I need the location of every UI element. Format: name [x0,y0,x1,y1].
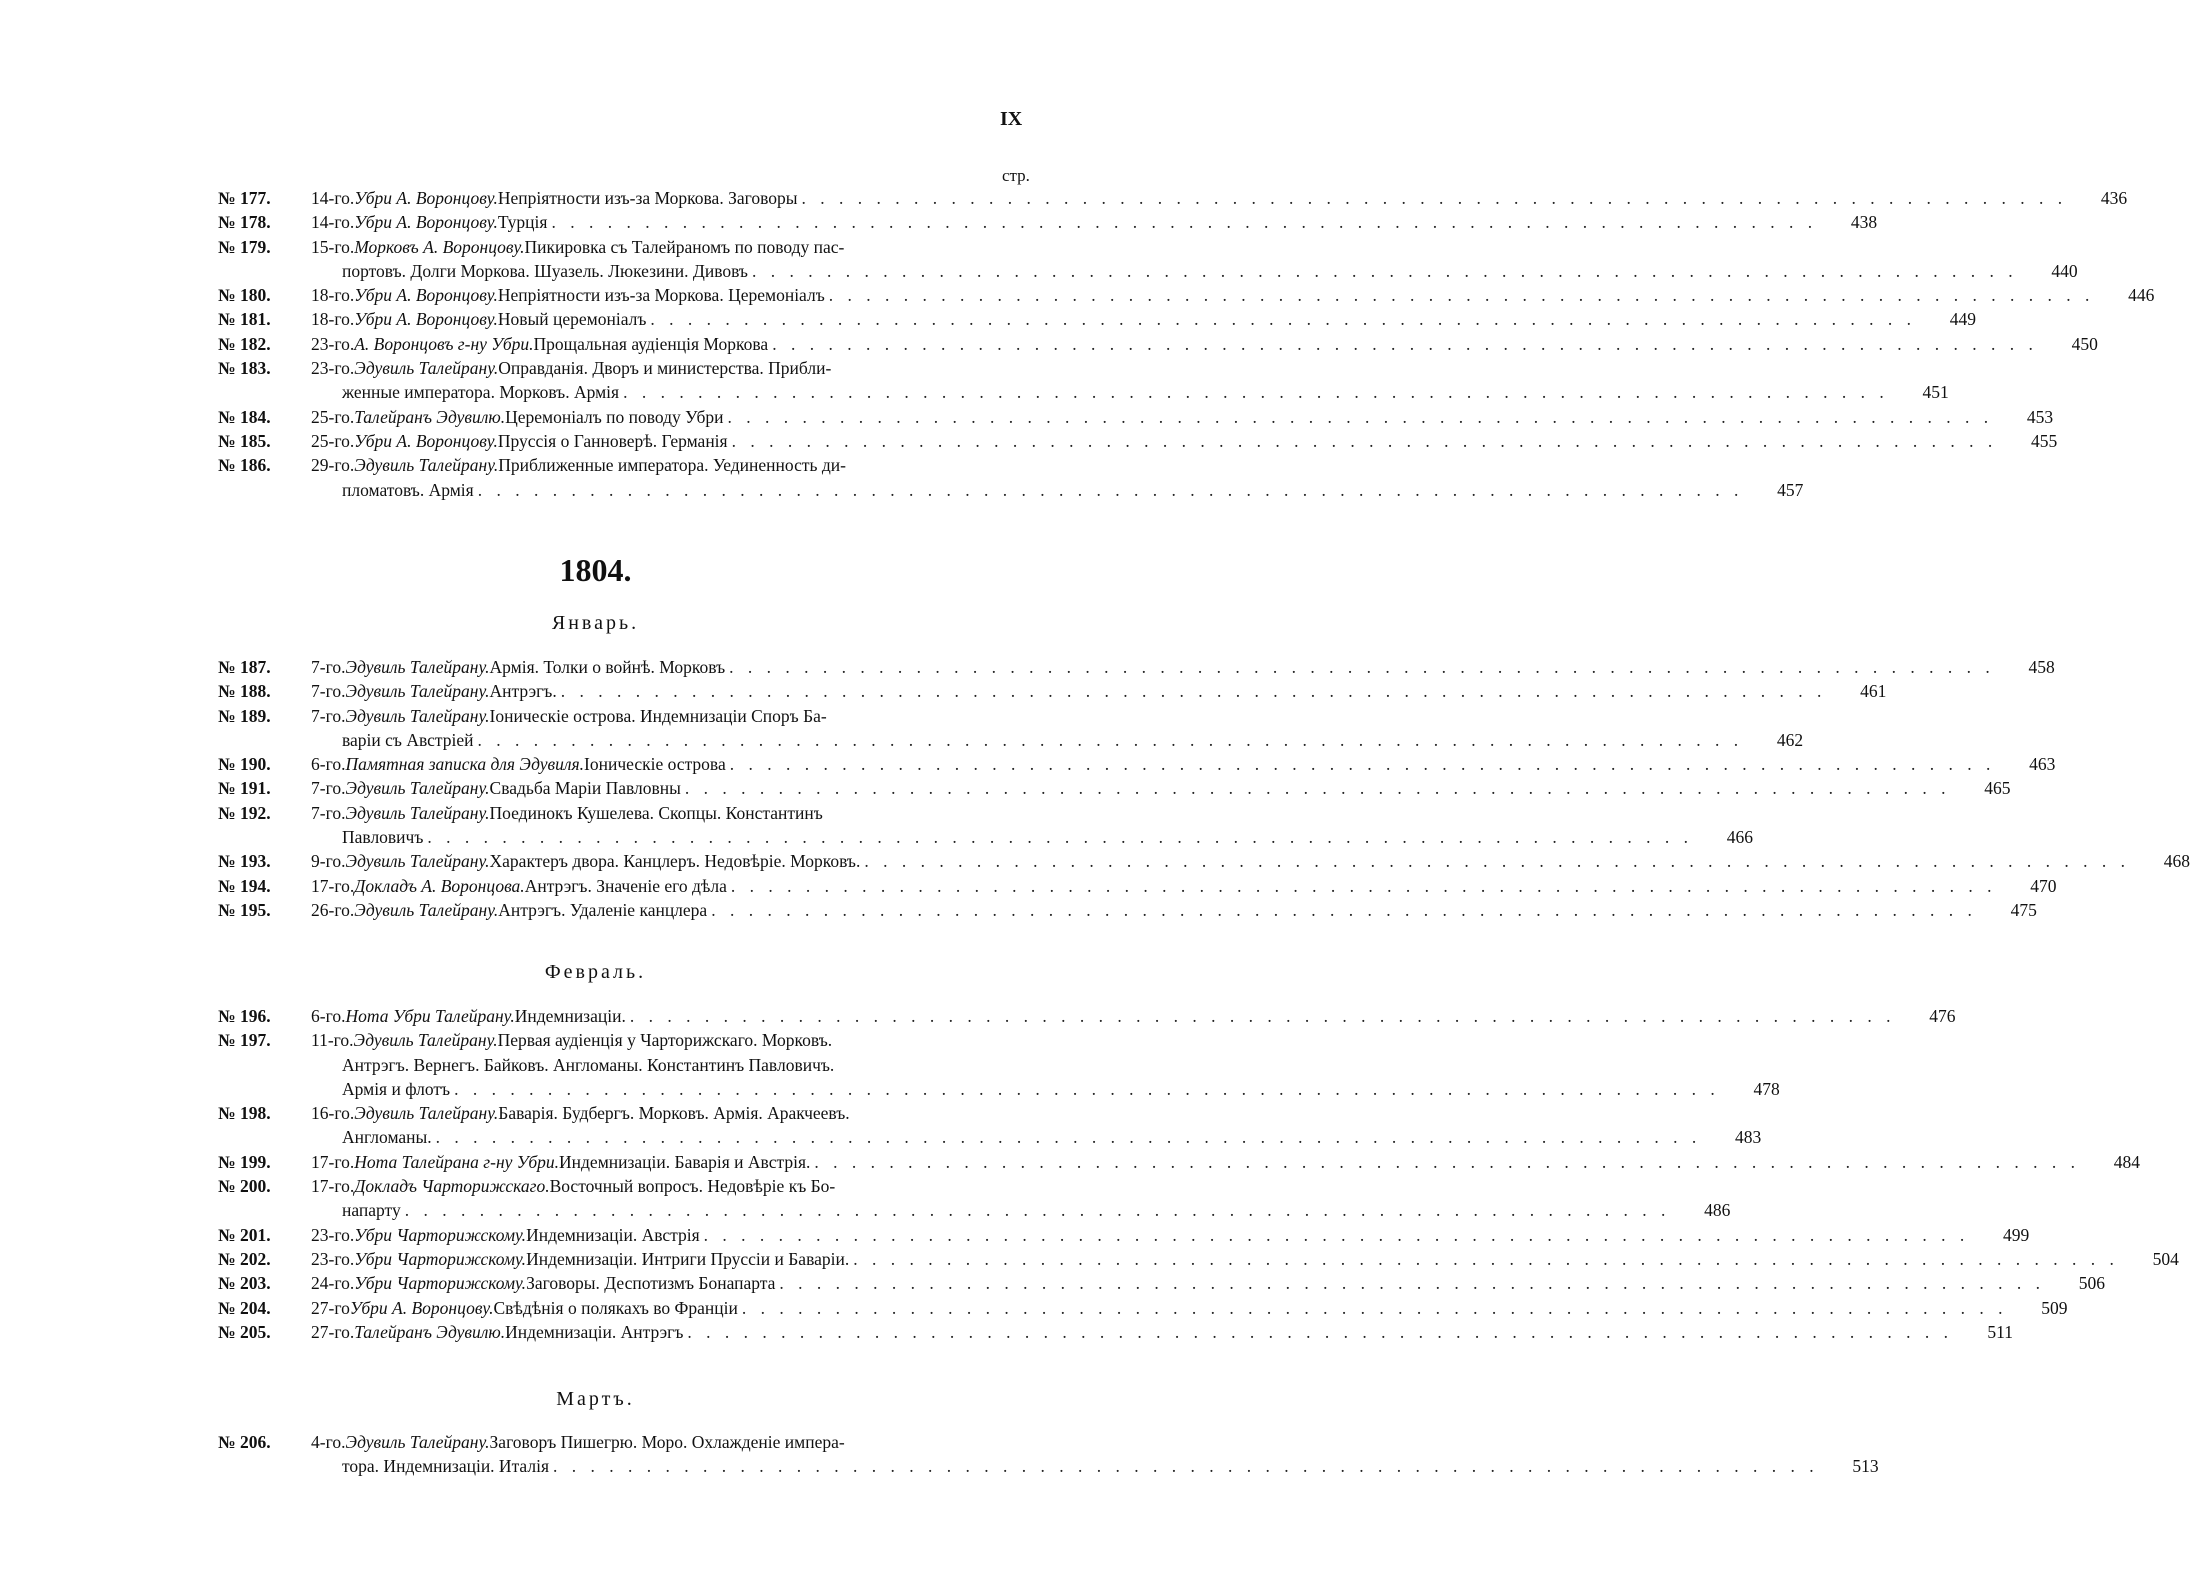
entry-first-line [218,874,2057,898]
entry-date: 23-го. [311,333,355,354]
entry-number: № 193. [218,851,271,872]
entry-description: Первая аудіенція у Чарторижскаго. Морковъ. [497,1030,833,1051]
entry-first-line [218,1296,2068,1320]
leader-dots: . . . . . . . . . . . . . . . . . . . . . . . . . . . . . . . . . . . . . . . . . . . . . . . . . . . . . . . . . . . . . . . . . . . . [454,1078,1720,1099]
entry-description: Іоническіе острова. Индемнизаціи Споръ Ба- [489,705,827,726]
entry-number: № 206. [218,1432,271,1452]
entry-description: Характеръ двора. Канцлеръ. Недовѣріе. Морковъ. [489,851,861,872]
toc-entry [218,186,2128,210]
entry-number: № 188. [218,681,271,702]
entry-title: Морковъ А. Воронцову. [354,236,525,257]
month-heading-march: Мартъ. [556,1388,635,1410]
entry-first-line [218,1174,1048,1198]
entry-description: Индемнизаціи. Австрія [526,1224,700,1245]
month-heading-january: Январь. [551,612,640,634]
entry-title: Убри А. Воронцову. [349,1297,494,1318]
entry-continuation: портовъ. Долги Моркова. Шуазель. Люкезини. Дивовъ [342,260,748,281]
entry-title: Эдувиль Талейрану. [354,899,499,920]
entry-page: 509 [2041,1297,2068,1318]
entry-number: № 202. [218,1248,271,1269]
entry-title: Талейранъ Эдувилю. [354,406,506,427]
toc-entry [218,655,2055,679]
entry-first-line [218,453,1048,477]
entry-number: № 195. [218,899,271,920]
entry-description: Индемнизаціи. [514,1006,626,1026]
entry-date: 15-го. [311,236,355,257]
leader-dots: . . . . . . . . . . . . . . . . . . . . . . . . . . . . . . . . . . . . . . . . . . . . . . . . . . . . . . . . . . . . . . . . . . . . [779,1273,2046,1294]
leader-dots: . . . . . . . . . . . . . . . . . . . . . . . . . . . . . . . . . . . . . . . . . . . . . . . . . . . . . . . . . . . . . . . . . . . . [731,430,1998,451]
entry-continuation: пломатовъ. Армія [342,479,474,500]
entry-last-line [218,1125,1762,1149]
entry-date: 7-го. [311,802,346,823]
toc-entry [218,1247,2179,1271]
entry-number: № 192. [218,802,271,823]
entry-description: Индемнизаціи. Антрэгъ [505,1321,684,1342]
entry-title: Эдувиль Талейрану. [345,681,490,702]
entry-last-line [218,1454,1879,1478]
entry-page: 462 [1776,729,1804,750]
entry-continuation: Англоманы. [342,1127,432,1148]
entry-page: 466 [1726,827,1754,848]
entry-date: 17-го. [311,875,355,896]
leader-dots: . . . . . . . . . . . . . . . . . . . . . . . . . . . . . . . . . . . . . . . . . . . . . . . . . . . . . . . . . . . . . . . . . . . . [477,479,1744,500]
entry-page: 486 [1704,1200,1731,1221]
entry-number: № 194. [218,875,271,896]
entry-page: 499 [2003,1224,2030,1245]
leader-dots: . . . . . . . . . . . . . . . . . . . . . . . . . . . . . . . . . . . . . . . . . . . . . . . . . . . . . . . . . . . . . . . . . . . . [703,1224,1970,1245]
entry-last-line [218,478,1804,502]
entry-description: Непріятности изъ-за Моркова. Заговоры [497,188,798,208]
leader-dots: . . . . . . . . . . . . . . . . . . . . . . . . . . . . . . . . . . . . . . . . . . . . . . . . . . . . . . . . . . . . . . . . . . . . [553,1456,1819,1477]
entry-continuation: варіи съ Австріей [342,729,474,750]
entry-page: 449 [1949,309,1977,330]
entry-title: Докладъ Чарторижскаго. [354,1176,550,1197]
toc-entry [218,332,2098,356]
entry-page: 457 [1777,479,1804,500]
leader-dots: . . . . . . . . . . . . . . . . . . . . . . . . . . . . . . . . . . . . . . . . . . . . . . . . . . . . . . . . . . . . . . . . . . . . [687,1321,1953,1342]
entry-number: № 180. [218,285,271,306]
entry-page: 513 [1852,1456,1879,1477]
toc-entry [218,1430,1879,1479]
entry-number: № 183. [218,358,271,379]
entry-title: Убри А. Воронцову. [354,188,498,208]
leader-dots: . . . . . . . . . . . . . . . . . . . . . . . . . . . . . . . . . . . . . . . . . . . . . . . . . . . . . . . . . . . . . . . . . . . . [741,1297,2008,1318]
toc-entry [218,1028,1780,1101]
entry-first-line [218,1320,2013,1344]
entry-description: Церемоніалъ по поводу Убри [505,406,724,427]
entry-date: 29-го. [311,455,355,476]
entry-first-line [218,1101,1048,1125]
entry-last-line [218,825,1754,849]
entry-number: № 203. [218,1273,271,1294]
entry-last-line [218,259,2078,283]
entry-last-line [218,1077,1780,1101]
entry-first-line [218,429,2058,453]
entry-date: 23-го. [311,1224,355,1245]
leader-dots: . . . . . . . . . . . . . . . . . . . . . . . . . . . . . . . . . . . . . . . . . . . . . . . . . . . . . . . . . . . . . . . . . . . . [684,778,1951,799]
entry-continuation: Армія и флотъ [342,1078,451,1099]
entry-last-line [218,728,1804,752]
toc-entry [218,1296,2068,1320]
entry-title: Эдувиль Талейрану. [345,657,490,677]
entry-title: Эдувиль Талейрану. [354,1103,499,1124]
entry-title: Убри А. Воронцову. [354,430,498,451]
entry-date: 18-го. [311,285,355,306]
entry-title: Эдувиль Талейрану. [354,358,499,379]
entry-number: № 200. [218,1176,271,1197]
entry-page: 478 [1753,1078,1780,1099]
entry-date: 6-го. [311,1006,346,1026]
entry-page: 470 [2030,875,2057,896]
entry-title: А. Воронцовъ г-ну Убри. [354,333,534,354]
entry-date: 17-го. [311,1151,355,1172]
entry-first-line [218,1028,1048,1052]
leader-dots: . . . . . . . . . . . . . . . . . . . . . . . . . . . . . . . . . . . . . . . . . . . . . . . . . . . . . . . . . . . . . . . . . . . . [772,333,2038,354]
entry-first-line [218,704,1048,728]
entry-title: Докладъ А. Воронцова. [354,875,525,896]
entry-description: Антрэгъ. Значеніе его дѣла [524,875,727,896]
entry-description: Приближенные императора. Уединенность ди- [498,455,846,476]
page-number: IX [1000,108,1023,130]
entry-first-line [218,752,2056,776]
entry-description: Индемнизаціи. Баварія и Австрія. [559,1151,811,1172]
toc-entry [218,210,1878,234]
entry-title: Нота Убри Талейрану. [345,1006,515,1026]
entry-first-line [218,679,1887,703]
entries-march [218,1430,1879,1479]
toc-entry [218,1320,2013,1344]
entry-description: Оправданія. Дворъ и министерства. Прибли- [498,358,832,379]
leader-dots: . . . . . . . . . . . . . . . . . . . . . . . . . . . . . . . . . . . . . . . . . . . . . . . . . . . . . . . . . . . . . . . . . . . . [801,188,2068,208]
month-heading-february: Февраль. [544,961,647,983]
leader-dots: . . . . . . . . . . . . . . . . . . . . . . . . . . . . . . . . . . . . . . . . . . . . . . . . . . . . . . . . . . . . . . . . . . . . [864,851,2130,872]
entry-number: № 201. [218,1224,271,1245]
entry-page: 465 [1984,778,2011,799]
entry-title: Эдувиль Талейрану. [345,802,490,823]
leader-dots: . . . . . . . . . . . . . . . . . . . . . . . . . . . . . . . . . . . . . . . . . . . . . . . . . . . . . . . . . . . . . . . . . . . . [727,406,1994,427]
leader-dots: . . . . . . . . . . . . . . . . . . . . . . . . . . . . . . . . . . . . . . . . . . . . . . . . . . . . . . . . . . . . . . . . . . . . [711,899,1977,920]
entry-title: Эдувиль Талейрану. [345,851,490,872]
entry-page: 451 [1922,382,1949,403]
toc-entry [218,356,1949,405]
entry-page: 453 [2026,406,2054,427]
entry-description: Восточный вопросъ. Недовѣріе къ Бо- [549,1176,836,1197]
entry-description: Новый церемоніалъ [497,309,647,330]
entry-description: Антрэгъ. Удаленіе канцлера [498,899,708,920]
toc-entry [218,874,2057,898]
entry-page: 483 [1735,1127,1762,1148]
entry-first-line [218,307,1977,331]
entry-date: 11-го. [311,1030,354,1051]
entry-page: 476 [1929,1006,1956,1026]
entry-date: 23-го. [311,1248,355,1269]
entry-number: № 185. [218,430,271,451]
leader-dots: . . . . . . . . . . . . . . . . . . . . . . . . . . . . . . . . . . . . . . . . . . . . . . . . . . . . . . . . . . . . . . . . . . . . [729,754,1996,775]
entry-description: Іоническіе острова [584,754,726,775]
entry-date: 17-го. [311,1176,355,1197]
entry-date: 27-го [311,1297,350,1318]
entry-page: 463 [2029,754,2056,775]
entry-page: 458 [2028,657,2055,677]
leader-dots: . . . . . . . . . . . . . . . . . . . . . . . . . . . . . . . . . . . . . . . . . . . . . . . . . . . . . . . . . . . . . . . . . . . . [730,875,1997,896]
entry-first-line [218,356,1048,380]
toc-entry [218,776,2011,800]
entry-date: 25-го. [311,430,355,451]
entry-date: 9-го. [311,851,346,872]
entry-number: № 189. [218,705,271,726]
entry-first-line [218,776,2011,800]
entry-description: Пикировка съ Талейраномъ по поводу пас- [524,236,845,257]
entry-description: Поединокъ Кушелева. Скопцы. Константинъ [489,802,823,823]
toc-entry [218,307,1977,331]
entry-first-line [218,1430,1048,1454]
entry-title: Убри Чарторижскому. [354,1248,527,1269]
entry-description: Антрэгъ. [489,681,557,702]
entry-number: № 181. [218,309,271,330]
entry-first-line [218,849,2190,873]
entry-number: № 187. [218,657,271,677]
entry-page: 450 [2071,333,2098,354]
entry-first-line [218,1271,2106,1295]
leader-dots: . . . . . . . . . . . . . . . . . . . . . . . . . . . . . . . . . . . . . . . . . . . . . . . . . . . . . . . . . . . . . . . . . . . . [828,285,2095,306]
entries-february [218,1004,2179,1344]
entry-number: № 177. [218,188,271,208]
entry-description: Свадьба Маріи Павловны [489,778,681,799]
entry-first-line [218,655,2055,679]
toc-entry [218,235,2078,284]
leader-dots: . . . . . . . . . . . . . . . . . . . . . . . . . . . . . . . . . . . . . . . . . . . . . . . . . . . . . . . . . . . . . . . . . . . . [404,1200,1671,1221]
entry-first-line [218,1004,1956,1028]
entry-number: № 186. [218,455,271,476]
entry-title: Эдувиль Талейрану. [345,1432,490,1452]
entry-date: 14-го. [311,188,355,208]
entry-date: 14-го. [311,212,355,233]
entry-description: Пруссія о Ганноверѣ. Германія [497,430,728,451]
leader-dots: . . . . . . . . . . . . . . . . . . . . . . . . . . . . . . . . . . . . . . . . . . . . . . . . . . . . . . . . . . . . . . . . . . . . [751,260,2018,281]
entry-number: № 178. [218,212,271,233]
entry-date: 7-го. [311,681,346,702]
entry-first-line [218,210,1878,234]
entry-page: 484 [2113,1151,2140,1172]
entry-date: 7-го. [311,778,346,799]
entry-date: 27-го. [311,1321,355,1342]
toc-entry [218,752,2056,776]
column-header-page: стр. [1002,166,1030,185]
entry-title: Талейранъ Эдувилю. [354,1321,506,1342]
entry-page: 446 [2128,285,2155,306]
entry-page: 468 [2163,851,2190,872]
entry-number: № 199. [218,1151,271,1172]
entry-number: № 204. [218,1297,271,1318]
entry-description: Заговоръ Пишегрю. Моро. Охлажденіе импера- [489,1432,845,1452]
entry-first-line [218,186,2128,210]
entry-continuation: женные императора. Морковъ. Армія [342,382,620,403]
entry-title: Эдувиль Талейрану. [345,705,490,726]
entry-page: 461 [1860,681,1887,702]
entry-date: 24-го. [311,1273,355,1294]
entry-title: Убри Чарторижскому. [354,1224,527,1245]
leader-dots: . . . . . . . . . . . . . . . . . . . . . . . . . . . . . . . . . . . . . . . . . . . . . . . . . . . . . . . . . . . . . . . . . . . . [477,729,1744,750]
entry-number: № 184. [218,406,271,427]
entry-description: Индемнизаціи. Интриги Пруссіи и Баваріи. [526,1248,850,1269]
entry-title: Эдувиль Талейрану. [354,455,499,476]
toc-entry [218,453,1804,502]
toc-entry [218,1004,1956,1028]
entry-continuation: Павловичъ [342,827,424,848]
entry-last-line [218,1198,1731,1222]
entry-description: Армія. Толки о войнѣ. Морковъ [489,657,726,677]
entry-continuation-line [218,1053,1048,1077]
entry-continuation: тора. Индемнизаціи. Италія [342,1456,550,1477]
entry-number: № 205. [218,1321,271,1342]
entry-continuation: напарту [342,1200,401,1221]
toc-entry [218,849,2190,873]
entry-title: Памятная записка для Эдувиля. [345,754,585,775]
leader-dots: . . . . . . . . . . . . . . . . . . . . . . . . . . . . . . . . . . . . . . . . . . . . . . . . . . . . . . . . . . . . . . . . . . . . [560,681,1827,702]
toc-entry [218,1174,1731,1223]
leader-dots: . . . . . . . . . . . . . . . . . . . . . . . . . . . . . . . . . . . . . . . . . . . . . . . . . . . . . . . . . . . . . . . . . . . . [551,212,1818,233]
entry-page: 455 [2030,430,2058,451]
entry-date: 4-го. [311,1432,346,1452]
leader-dots: . . . . . . . . . . . . . . . . . . . . . . . . . . . . . . . . . . . . . . . . . . . . . . . . . . . . . . . . . . . . . . . . . . . . [853,1248,2119,1269]
entry-date: 23-го. [311,358,355,379]
leader-dots: . . . . . . . . . . . . . . . . . . . . . . . . . . . . . . . . . . . . . . . . . . . . . . . . . . . . . . . . . . . . . . . . . . . . [629,1006,1896,1026]
entry-first-line [218,1223,2030,1247]
leader-dots: . . . . . . . . . . . . . . . . . . . . . . . . . . . . . . . . . . . . . . . . . . . . . . . . . . . . . . . . . . . . . . . . . . . . [623,382,1889,403]
entry-date: 25-го. [311,406,355,427]
toc-entry [218,679,1887,703]
entries-january [218,655,2190,922]
toc-entry [218,405,2054,429]
toc-entry [218,1271,2106,1295]
entry-page: 436 [2100,188,2128,208]
entry-page: 440 [2051,260,2078,281]
toc-entry [218,429,2058,453]
entry-number: № 197. [218,1030,271,1051]
entry-number: № 191. [218,778,271,799]
toc-entry [218,283,2155,307]
entry-date: 7-го. [311,705,346,726]
entry-last-line [218,380,1949,404]
entry-first-line [218,332,2098,356]
entry-first-line [218,1150,2140,1174]
entry-page: 506 [2078,1273,2106,1294]
leader-dots: . . . . . . . . . . . . . . . . . . . . . . . . . . . . . . . . . . . . . . . . . . . . . . . . . . . . . . . . . . . . . . . . . . . . [650,309,1917,330]
entry-number: № 198. [218,1103,271,1124]
entry-page: 475 [2010,899,2037,920]
entry-first-line [218,898,2037,922]
entry-title: Убри А. Воронцову. [354,285,498,306]
leader-dots: . . . . . . . . . . . . . . . . . . . . . . . . . . . . . . . . . . . . . . . . . . . . . . . . . . . . . . . . . . . . . . . . . . . . [435,1127,1702,1148]
toc-entry [218,898,2037,922]
entry-number: № 196. [218,1006,271,1026]
toc-entry [218,1101,1762,1150]
entry-first-line [218,405,2054,429]
entries-december [218,186,2155,502]
entry-title: Эдувиль Талейрану. [345,778,490,799]
toc-entry [218,1150,2140,1174]
entry-description: Заговоры. Деспотизмъ Бонапарта [526,1273,776,1294]
year-heading: 1804. [559,552,632,588]
entry-description: Прощальная аудіенція Моркова [533,333,769,354]
entry-date: 26-го. [311,899,355,920]
entry-title: Эдувиль Талейрану. [353,1030,498,1051]
entry-description: Непріятности изъ-за Моркова. Церемоніалъ [497,285,825,306]
entry-date: 7-го. [311,657,346,677]
entry-number: № 179. [218,236,271,257]
entry-title: Убри А. Воронцову. [354,212,498,233]
entry-continuation: Антрэгъ. Вернегъ. Байковъ. Англоманы. Константинъ Павловичъ. [342,1054,835,1075]
entry-number: № 182. [218,333,271,354]
entry-first-line [218,801,1048,825]
entry-date: 6-го. [311,754,346,775]
leader-dots: . . . . . . . . . . . . . . . . . . . . . . . . . . . . . . . . . . . . . . . . . . . . . . . . . . . . . . . . . . . . . . . . . . . . [729,657,1995,677]
entry-first-line [218,1247,2179,1271]
entry-title: Убри Чарторижскому. [354,1273,527,1294]
entry-page: 504 [2152,1248,2179,1269]
toc-entry [218,1223,2030,1247]
leader-dots: . . . . . . . . . . . . . . . . . . . . . . . . . . . . . . . . . . . . . . . . . . . . . . . . . . . . . . . . . . . . . . . . . . . . [814,1151,2080,1172]
entry-description: Свѣдѣнія о полякахъ во Франціи [493,1297,738,1318]
entry-description: Баварія. Будбергъ. Морковъ. Армія. Аракчеевъ. [498,1103,850,1124]
entry-page: 438 [1850,212,1878,233]
entry-title: Нота Талейрана г-ну Убри. [354,1151,560,1172]
entry-title: Убри А. Воронцову. [354,309,498,330]
toc-entry [218,704,1804,753]
entry-date: 18-го. [311,309,355,330]
leader-dots: . . . . . . . . . . . . . . . . . . . . . . . . . . . . . . . . . . . . . . . . . . . . . . . . . . . . . . . . . . . . . . . . . . . . [427,827,1694,848]
entry-number: № 190. [218,754,271,775]
entry-page: 511 [1987,1321,2013,1342]
toc-entry [218,801,1754,850]
entry-description: Турція [497,212,548,233]
entry-date: 16-го. [311,1103,355,1124]
entry-first-line [218,235,1048,259]
entry-first-line [218,283,2155,307]
